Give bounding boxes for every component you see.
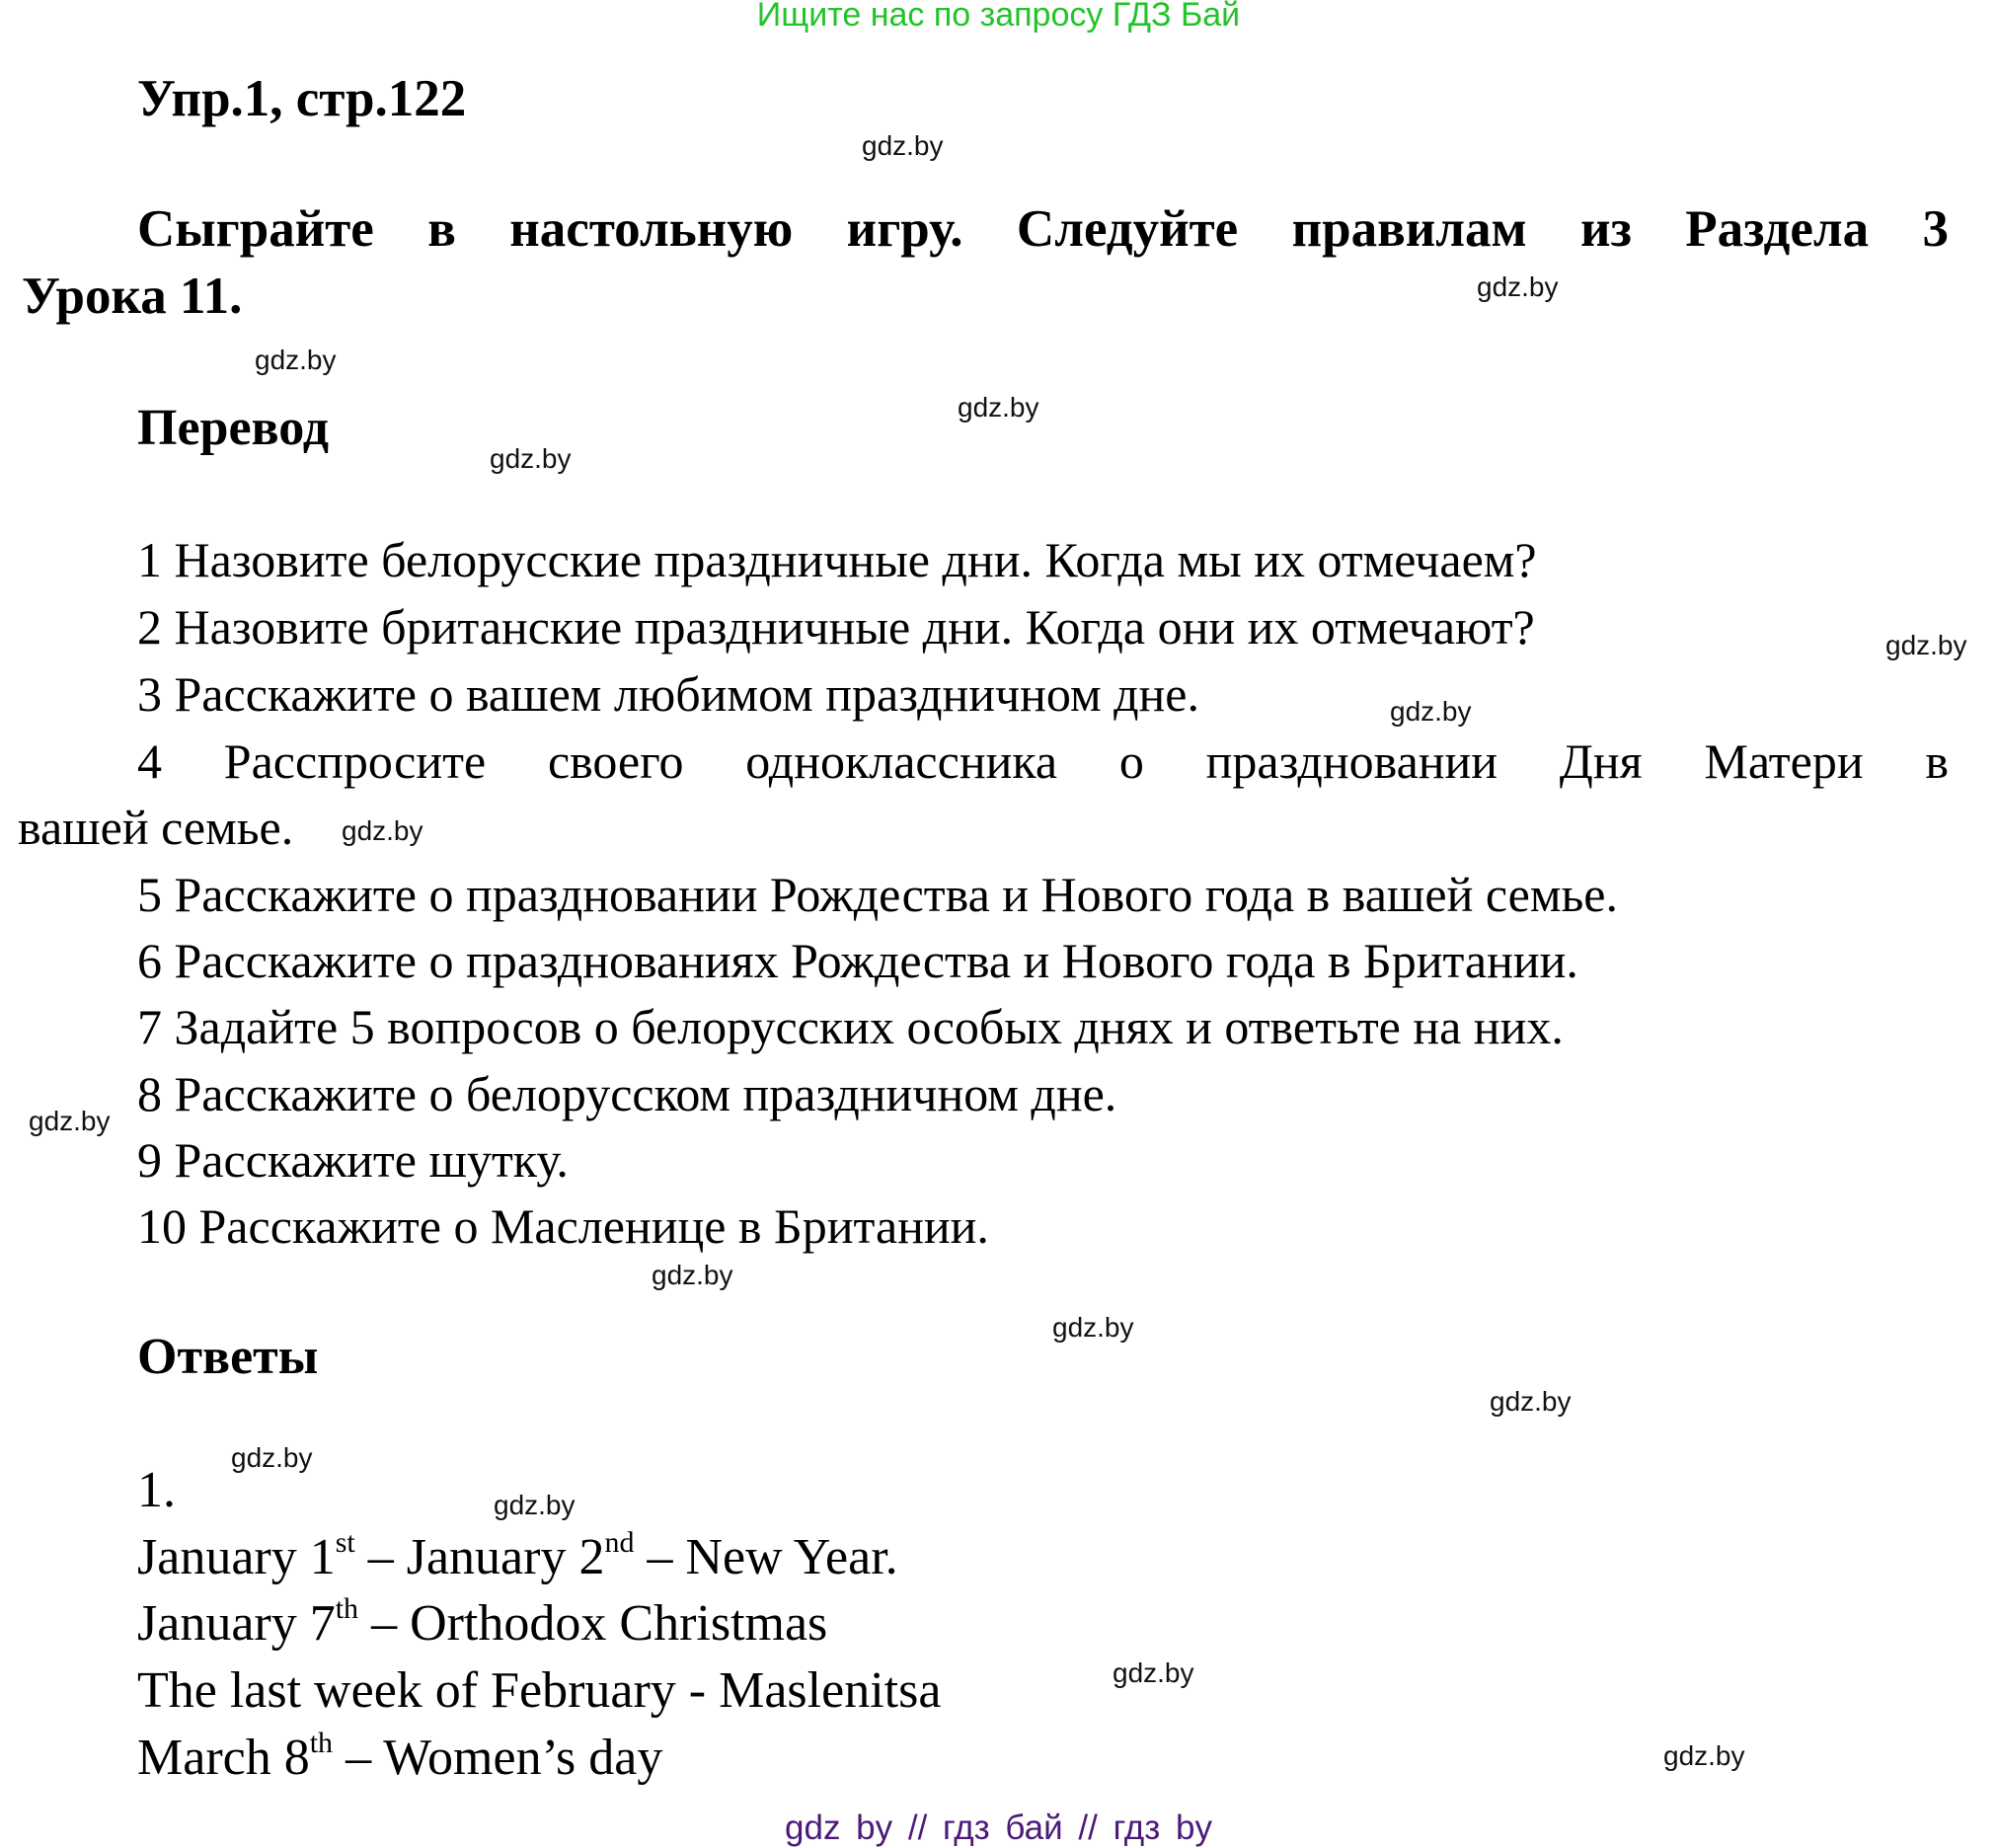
answer-line-4 [137, 1729, 662, 1787]
watermark: gdz.by [1885, 630, 1967, 660]
ordinal-suffix: nd [604, 1526, 635, 1559]
watermark: gdz.by [231, 1442, 313, 1473]
watermark: gdz.by [652, 1260, 733, 1290]
task-text-line-2: Урока 11. [22, 268, 243, 325]
answer-holiday: – Orthodox Christmas [358, 1595, 828, 1652]
watermark: gdz.by [490, 443, 572, 474]
answer-date: January 7 [137, 1595, 336, 1652]
translation-item-7: 7 Задайте 5 вопросов о белорусских особых днях и ответьте на них. [137, 999, 1564, 1054]
translation-item-8: 8 Расскажите о белорусском праздничном дне. [137, 1066, 1117, 1121]
answer-line-1 [137, 1528, 898, 1586]
watermark: gdz.by [29, 1106, 111, 1136]
task-text-line-1: Сыграйте в настольную игру. Следуйте правилам из Раздела 3 [137, 200, 1949, 258]
watermark: gdz.by [342, 815, 423, 846]
search-banner: Ищите нас по запросу ГДЗ Бай [756, 0, 1241, 34]
answer-holiday: – New Year. [634, 1529, 898, 1585]
answer-text: The last week of February - Maslenitsa [137, 1662, 942, 1719]
answer-holiday: – Women’s day [333, 1730, 663, 1786]
translation-item-1: 1 Назовите белорусские праздничные дни. Когда мы их отмечаем? [137, 532, 1537, 587]
watermark: gdz.by [1052, 1312, 1134, 1343]
ordinal-suffix: th [335, 1592, 359, 1625]
watermark: gdz.by [1113, 1657, 1194, 1688]
answer-date-start: January 1 [137, 1529, 336, 1585]
translation-item-4: 4 Расспросите своего одноклассника о праздновании Дня Матери в [137, 733, 1949, 789]
translation-item-10: 10 Расскажите о Масленице в Британии. [137, 1198, 989, 1254]
watermark: gdz.by [862, 130, 944, 161]
translation-item-2: 2 Назовите британские праздничные дни. Когда они их отмечают? [137, 599, 1535, 654]
answer-line-2 [137, 1594, 827, 1653]
translation-item-5: 5 Расскажите о праздновании Рождества и Нового года в вашей семье. [137, 867, 1618, 922]
answer-number: 1. [137, 1462, 176, 1518]
answers-heading: Ответы [137, 1329, 319, 1385]
watermark: gdz.by [1390, 696, 1472, 727]
ordinal-suffix: st [335, 1526, 355, 1559]
answer-line-3 [137, 1661, 941, 1720]
answer-date: March 8 [137, 1730, 310, 1786]
answer-date-end: – January 2 [354, 1529, 605, 1585]
watermark: gdz.by [1477, 271, 1559, 302]
ordinal-suffix: th [309, 1727, 334, 1759]
translation-item-4-cont: вашей семье. [18, 800, 294, 855]
watermark: gdz.by [1663, 1740, 1745, 1771]
watermark: gdz.by [958, 392, 1039, 423]
watermark: gdz.by [494, 1490, 576, 1520]
watermark: gdz.by [1490, 1386, 1572, 1417]
footer-watermark: gdz by // гдз бай // гдз by [785, 1809, 1212, 1847]
translation-item-3: 3 Расскажите о вашем любимом праздничном дне. [137, 666, 1200, 722]
exercise-title: Упр.1, стр.122 [137, 70, 467, 127]
translation-heading: Перевод [137, 400, 330, 456]
translation-item-6: 6 Расскажите о празднованиях Рождества и Нового года в Британии. [137, 933, 1578, 988]
translation-item-9: 9 Расскажите шутку. [137, 1132, 569, 1188]
watermark: gdz.by [255, 345, 337, 375]
